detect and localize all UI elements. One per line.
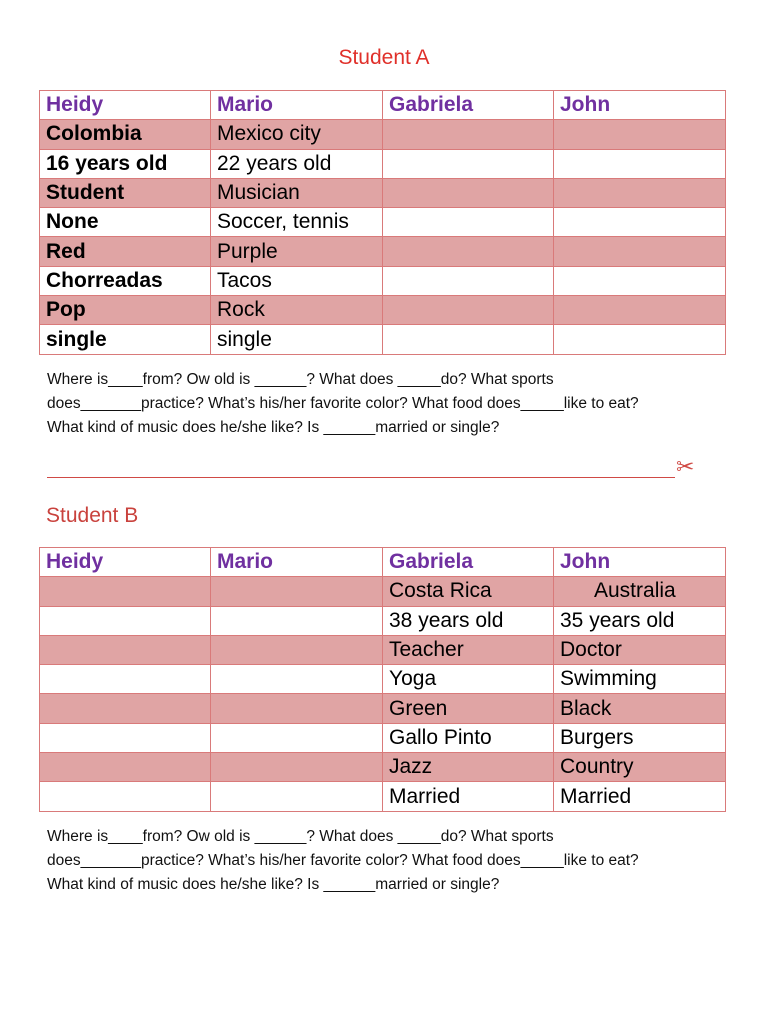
table-header-row xyxy=(40,548,726,577)
header-cell: John xyxy=(554,91,726,120)
table-cell xyxy=(40,782,211,811)
table-cell: Tacos xyxy=(211,266,383,295)
table-row xyxy=(40,178,726,207)
table-cell xyxy=(211,694,383,723)
table-cell xyxy=(383,296,554,325)
table-cell xyxy=(554,266,726,295)
table-header-row xyxy=(40,91,726,120)
table-cell xyxy=(211,753,383,782)
table-cell: Teacher xyxy=(383,635,554,664)
table-cell xyxy=(554,120,726,149)
table-cell xyxy=(40,723,211,752)
scissors-icon: ✂ xyxy=(676,454,695,479)
table-cell xyxy=(40,635,211,664)
table-cell: Jazz xyxy=(383,753,554,782)
table-cell: Pop xyxy=(40,296,211,325)
table-row xyxy=(40,753,726,782)
table-cell xyxy=(383,178,554,207)
header-cell: John xyxy=(554,548,726,577)
table-row xyxy=(40,577,726,606)
table-row xyxy=(40,120,726,149)
table-cell: Burgers xyxy=(554,723,726,752)
table-cell xyxy=(40,606,211,635)
table-cell xyxy=(40,694,211,723)
question-line: Where is____from? Ow old is ______? What does _____do? What sports xyxy=(47,828,554,845)
table-cell: Musician xyxy=(211,178,383,207)
table-cell: Gallo Pinto xyxy=(383,723,554,752)
table-row xyxy=(40,266,726,295)
table-cell: Doctor xyxy=(554,635,726,664)
table-row xyxy=(40,723,726,752)
table-row xyxy=(40,606,726,635)
table-cell xyxy=(211,577,383,606)
table-cell xyxy=(211,723,383,752)
table-cell: 22 years old xyxy=(211,149,383,178)
table-cell xyxy=(211,635,383,664)
table-cell: None xyxy=(40,208,211,237)
table-cell: Black xyxy=(554,694,726,723)
table-cell: Student xyxy=(40,178,211,207)
student-b-questions xyxy=(47,825,727,897)
table-cell: Mexico city xyxy=(211,120,383,149)
table-cell xyxy=(211,665,383,694)
table-cell xyxy=(554,325,726,354)
header-cell: Mario xyxy=(211,91,383,120)
table-cell xyxy=(383,266,554,295)
table-row xyxy=(40,237,726,266)
table-row xyxy=(40,149,726,178)
cut-line xyxy=(47,477,675,478)
table-cell: Purple xyxy=(211,237,383,266)
table-row xyxy=(40,325,726,354)
table-cell xyxy=(211,606,383,635)
table-cell: 16 years old xyxy=(40,149,211,178)
table-cell: Married xyxy=(554,782,726,811)
table-cell: Costa Rica xyxy=(383,577,554,606)
table-row xyxy=(40,296,726,325)
table-cell xyxy=(383,149,554,178)
table-cell xyxy=(554,237,726,266)
table-cell: 35 years old xyxy=(554,606,726,635)
table-cell xyxy=(554,208,726,237)
table-cell: Rock xyxy=(211,296,383,325)
header-cell: Mario xyxy=(211,548,383,577)
table-cell: Red xyxy=(40,237,211,266)
table-cell xyxy=(211,782,383,811)
table-cell: Swimming xyxy=(554,665,726,694)
table-cell xyxy=(383,120,554,149)
table-cell: Chorreadas xyxy=(40,266,211,295)
question-line: Where is____from? Ow old is ______? What does _____do? What sports xyxy=(47,371,554,388)
header-cell: Heidy xyxy=(40,548,211,577)
header-cell: Heidy xyxy=(40,91,211,120)
table-cell xyxy=(383,325,554,354)
question-line: does_______practice? What’s his/her favorite color? What food does_____like to eat? xyxy=(47,395,639,412)
question-line: does_______practice? What’s his/her favorite color? What food does_____like to eat? xyxy=(47,852,639,869)
table-cell xyxy=(40,665,211,694)
table-cell: Country xyxy=(554,753,726,782)
student-a-title: Student A xyxy=(338,46,430,69)
table-cell: Colombia xyxy=(40,120,211,149)
table-cell xyxy=(554,296,726,325)
student-b-table xyxy=(39,547,726,812)
table-cell: Soccer, tennis xyxy=(211,208,383,237)
table-cell: Yoga xyxy=(383,665,554,694)
table-row xyxy=(40,208,726,237)
table-cell xyxy=(554,149,726,178)
table-row xyxy=(40,694,726,723)
table-cell xyxy=(554,178,726,207)
table-cell: single xyxy=(211,325,383,354)
table-cell xyxy=(383,208,554,237)
table-row xyxy=(40,665,726,694)
table-cell: single xyxy=(40,325,211,354)
student-b-title: Student B xyxy=(46,504,139,527)
table-cell xyxy=(40,753,211,782)
student-a-table xyxy=(39,90,726,355)
question-line: What kind of music does he/she like? Is ______married or single? xyxy=(47,419,500,436)
question-line: What kind of music does he/she like? Is ______married or single? xyxy=(47,876,500,893)
table-cell xyxy=(40,577,211,606)
table-row xyxy=(40,782,726,811)
table-cell: 38 years old xyxy=(383,606,554,635)
student-a-questions xyxy=(47,368,727,440)
table-cell: Married xyxy=(383,782,554,811)
header-cell: Gabriela xyxy=(383,548,554,577)
table-cell: Australia xyxy=(554,577,726,606)
header-cell: Gabriela xyxy=(383,91,554,120)
table-cell xyxy=(383,237,554,266)
table-cell: Green xyxy=(383,694,554,723)
table-row xyxy=(40,635,726,664)
